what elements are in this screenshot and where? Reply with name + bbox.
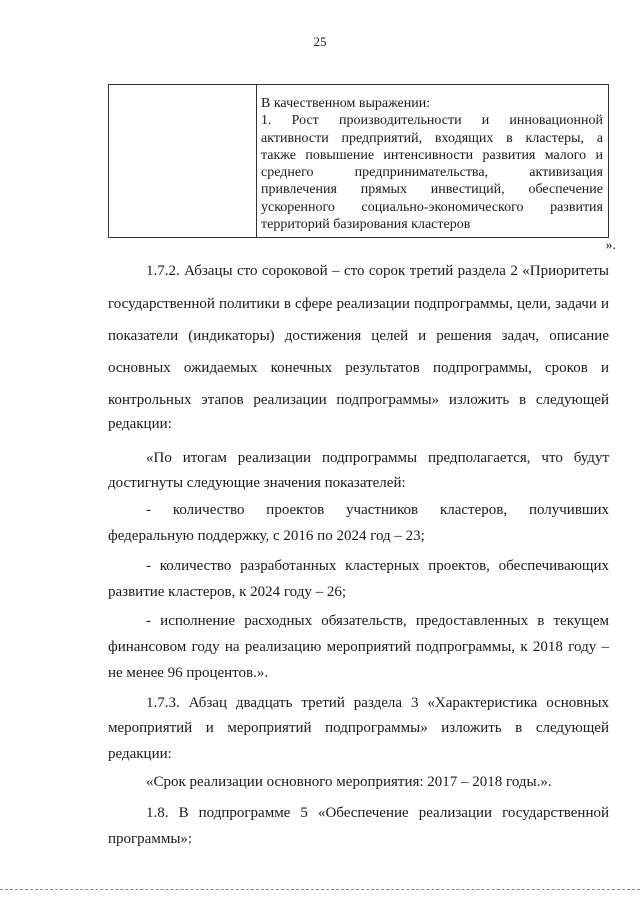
- text-line: 1.8. В подпрограмме 5 «Обеспечение реализации государственной: [146, 805, 609, 821]
- table-line: территорий базирования кластеров: [261, 217, 471, 233]
- text-line: «Срок реализации основного мероприятия: 2017 – 2018 годы.».: [146, 774, 552, 790]
- text-line: - исполнение расходных обязательств, предоставленных в текущем: [146, 613, 609, 629]
- table-line: В качественном выражении:: [261, 96, 431, 111]
- text-line: «По итогам реализации подпрограммы предполагается, что будут: [146, 450, 609, 466]
- table-closing-quote: ».: [605, 238, 616, 253]
- table-line: среднего предпринимательства, активизация: [261, 165, 603, 181]
- text-line: редакции:: [108, 416, 172, 432]
- text-line: редакции:: [108, 746, 172, 762]
- text-line: показатели (индикаторы) достижения целей и решения задач, описание: [108, 328, 609, 344]
- text-line: не менее 96 процентов.».: [108, 665, 269, 681]
- text-line: основных ожидаемых конечных результатов подпрограммы, сроков и: [108, 360, 609, 376]
- page-number: 25: [313, 34, 327, 49]
- text-line: 1.7.3. Абзац двадцать третий раздела 3 «Характеристика основных: [146, 695, 609, 711]
- text-line: мероприятий и мероприятий подпрограммы» изложить в следующей: [108, 720, 609, 736]
- text-line: федеральную поддержку, с 2016 по 2024 год – 23;: [108, 528, 425, 544]
- table-cell-text: [261, 95, 603, 233]
- page-edge-rule: [0, 889, 640, 890]
- table-line: ускоренного социально-экономического развития: [261, 199, 603, 215]
- table-line: привлечения прямых инвестиций, обеспечение: [261, 182, 603, 198]
- table-fragment: [108, 84, 609, 238]
- text-line: - количество проектов участников кластеров, получивших: [146, 502, 609, 518]
- text-line: развитие кластеров, к 2024 году – 26;: [108, 584, 347, 600]
- table-line: 1. Рост производительности и инновационной: [261, 113, 603, 129]
- text-line: финансовом году на реализацию мероприятий подпрограммы, к 2018 году –: [108, 639, 609, 655]
- text-line: государственной политики в сфере реализации подпрограммы, цели, задачи и: [108, 296, 609, 312]
- table-column-divider: [256, 85, 257, 237]
- text-line: программы»:: [108, 831, 193, 847]
- text-line: - количество разработанных кластерных проектов, обеспечивающих: [146, 558, 609, 574]
- table-line: также повышение интенсивности развития малого и: [261, 147, 603, 163]
- text-line: контрольных этапов реализации подпрограммы» изложить в следующей: [108, 392, 609, 408]
- text-line: 1.7.2. Абзацы сто сороковой – сто сорок третий раздела 2 «Приоритеты: [146, 263, 609, 279]
- table-line: активности предприятий, входящих в кластеры, а: [261, 130, 603, 146]
- text-line: достигнуты следующие значения показателей:: [108, 475, 406, 491]
